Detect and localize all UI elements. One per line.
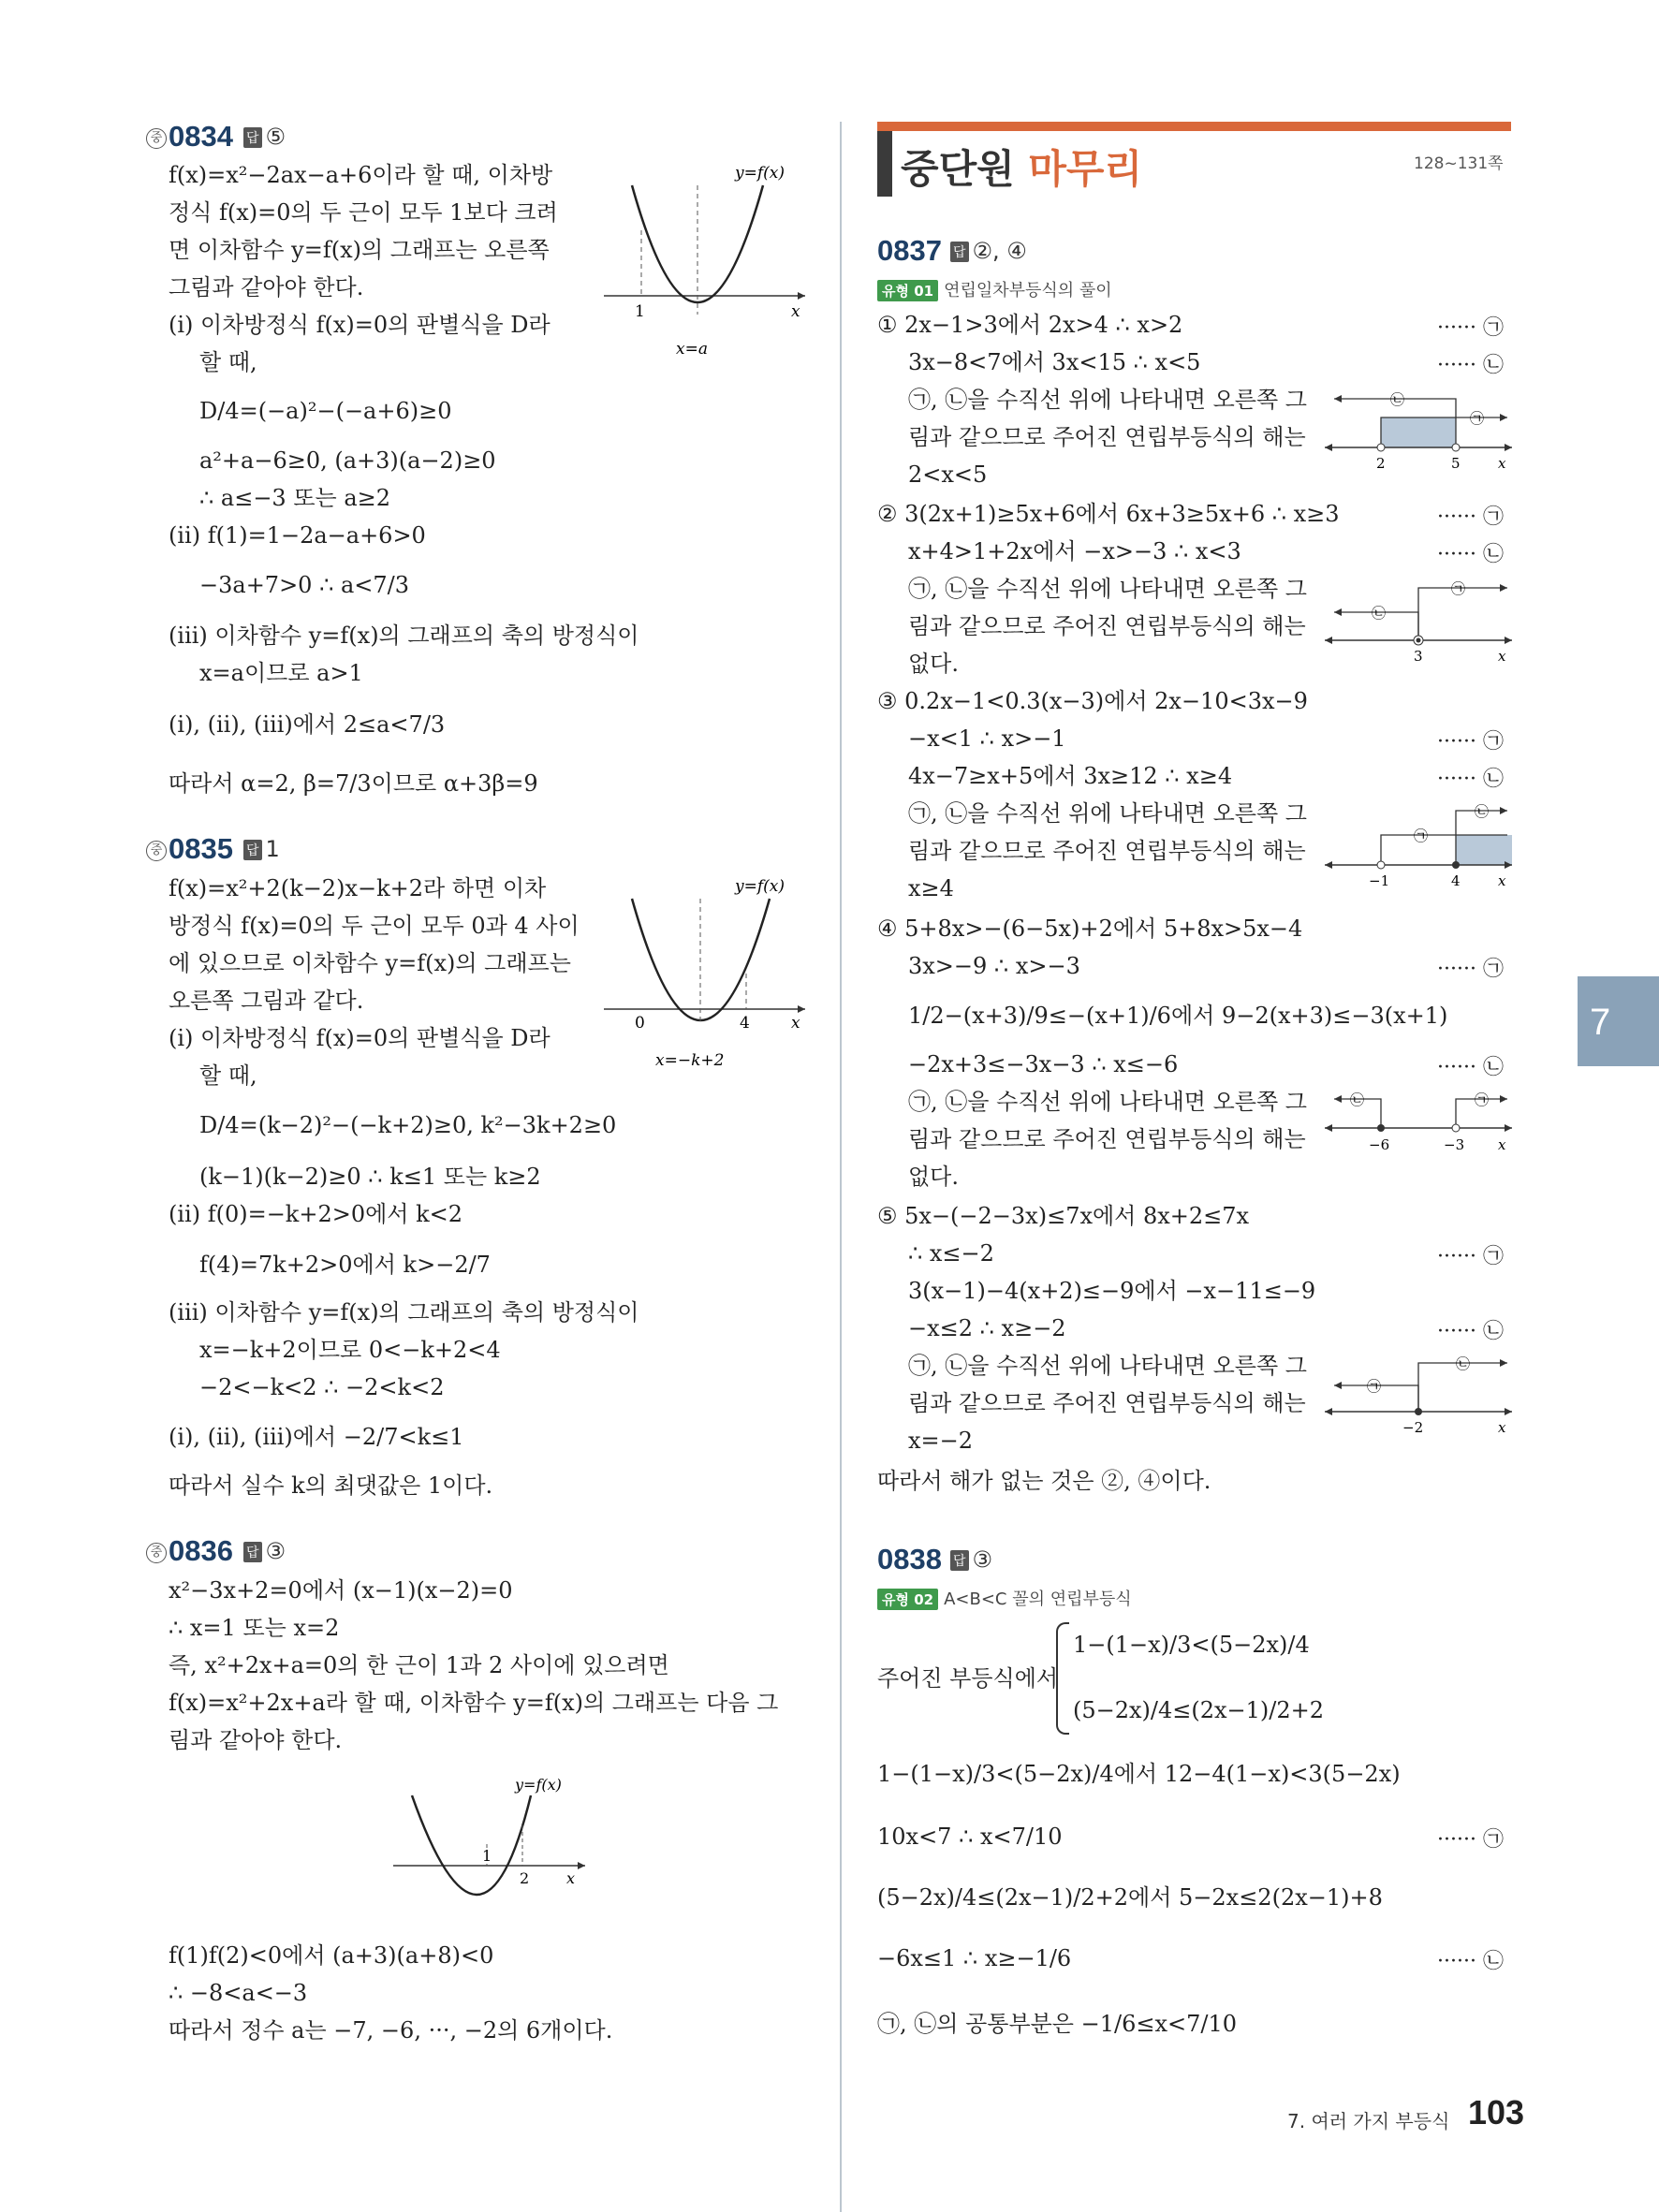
mark-1: ······ ㉠ xyxy=(1437,505,1504,529)
answer-label: 답 xyxy=(950,242,969,262)
graph-vertex-label: x=−k+2 xyxy=(655,1051,725,1070)
circ-label-2: ㉡ xyxy=(1475,803,1490,820)
graph-tick-label: 1 xyxy=(635,302,645,321)
text-line: −x≤2 ∴ x≥−2 xyxy=(908,1315,1066,1341)
header-pages: 128~131쪽 xyxy=(1414,154,1504,173)
number-line-3 xyxy=(1320,798,1517,891)
answer-value: ③ xyxy=(972,1546,993,1573)
text-line: f(x)=x²+2(k−2)x−k+2라 하면 이차 xyxy=(169,875,547,901)
text-line: a²+a−6≥0, (a+3)(a−2)≥0 xyxy=(199,447,496,474)
text-line: −2x+3≤−3x−3 ∴ x≤−6 xyxy=(908,1051,1179,1077)
text-line: ② 3(2x+1)≥5x+6에서 6x+3≥5x+6 ∴ x≥3 xyxy=(877,501,1340,527)
difficulty-badge: 중 xyxy=(146,1543,167,1563)
text-line: 따라서 실수 k의 최댓값은 1이다. xyxy=(169,1472,493,1499)
mark-1: ······ ㉠ xyxy=(1437,958,1504,981)
graph-tick-label-1: 1 xyxy=(482,1847,492,1865)
text-line: 따라서 해가 없는 것은 ②, ④이다. xyxy=(877,1468,1211,1494)
text-line: f(x)=x²−2ax−a+6이라 할 때, 이차방 xyxy=(169,162,553,188)
answer-value: ②, ④ xyxy=(972,238,1027,264)
answer-value: 1 xyxy=(265,836,280,862)
column-divider xyxy=(840,122,842,2212)
text-line: 1/2−(x+3)/9≤−(x+1)/6에서 9−2(x+3)≤−3(x+1) xyxy=(908,1003,1448,1029)
mark-2: ······ ㉡ xyxy=(1437,354,1504,377)
text-line: 림과 같으므로 주어진 연립부등식의 해는 xyxy=(908,838,1306,864)
mark-2: ······ ㉡ xyxy=(1437,1056,1504,1079)
graph-tick-label-4: 4 xyxy=(740,1014,750,1033)
text-line: 없다. xyxy=(908,651,959,677)
chapter-side-tab-label: 7 xyxy=(1590,1002,1611,1043)
text-line: 4x−7≥x+5에서 3x≥12 ∴ x≥4 xyxy=(908,763,1233,789)
mark-1: ······ ㉠ xyxy=(1437,316,1504,340)
mark-2: ······ ㉡ xyxy=(1437,1320,1504,1343)
nl-axis: x xyxy=(1498,455,1506,472)
header-title xyxy=(901,139,1142,195)
text-line: 그림과 같아야 한다. xyxy=(169,274,364,300)
text-line: ∴ x≤−2 xyxy=(908,1240,994,1267)
nl-axis: x xyxy=(1498,1419,1506,1436)
graph-0836 xyxy=(389,1769,595,1928)
text-line: (ⅱ) f(1)=1−2a−a+6>0 xyxy=(169,522,426,549)
problem-number-0838: 0838 xyxy=(877,1543,942,1575)
text-line: (ⅰ), (ⅱ), (ⅲ)에서 2≤a<7/3 xyxy=(169,711,446,738)
text-line: 10x<7 ∴ x<7/10 xyxy=(877,1824,1063,1850)
text-line: ㉠, ㉡을 수직선 위에 나타내면 오른쪽 그 xyxy=(908,800,1307,827)
circ-label-2: ㉡ xyxy=(1390,391,1405,408)
text-line: 3x−8<7에서 3x<15 ∴ x<5 xyxy=(908,349,1201,375)
nl-axis: x xyxy=(1498,1136,1506,1153)
answer-label: 답 xyxy=(243,127,262,148)
text-line: D/4=(−a)²−(−a+6)≥0 xyxy=(199,398,452,424)
nl-axis: x xyxy=(1498,648,1506,665)
text-line: 없다. xyxy=(908,1164,959,1190)
answer-0835 xyxy=(243,836,280,862)
circ-label-1: ㉠ xyxy=(1475,1091,1490,1108)
text-line: 즉, x²+2x+a=0의 한 근이 1과 2 사이에 있으려면 xyxy=(169,1652,669,1678)
text-line: ㉠, ㉡을 수직선 위에 나타내면 오른쪽 그 xyxy=(908,1089,1307,1115)
text-line: (ⅰ) 이차방정식 f(x)=0의 판별식을 D라 xyxy=(169,312,551,338)
graph-0835 xyxy=(599,871,815,1077)
graph-tick-label-0: 0 xyxy=(635,1014,645,1033)
nl-axis: x xyxy=(1498,872,1506,889)
header-title-a: 중단원 xyxy=(901,146,1015,192)
mark-2: ······ ㉡ xyxy=(1437,543,1504,566)
answer-value: ③ xyxy=(265,1538,286,1564)
graph-func-label: y=f(x) xyxy=(515,1776,562,1794)
text-line: 림과 같으므로 주어진 연립부등식의 해는 xyxy=(908,1126,1306,1152)
type-tag-0837 xyxy=(877,277,1112,301)
difficulty-badge: 중 xyxy=(146,841,167,861)
mark-1: ······ ㉠ xyxy=(1437,1245,1504,1268)
text-line: 할 때, xyxy=(199,1062,257,1089)
text-line: x²−3x+2=0에서 (x−1)(x−2)=0 xyxy=(169,1577,513,1604)
text-line: 림과 같으므로 주어진 연립부등식의 해는 xyxy=(908,1390,1306,1416)
graph-func-label: y=f(x) xyxy=(735,877,785,896)
text-line: 할 때, xyxy=(199,349,257,375)
text-line: 오른쪽 그림과 같다. xyxy=(169,988,364,1014)
text-line: 따라서 α=2, β=7/3이므로 α+3β=9 xyxy=(169,770,538,797)
text-line: (ⅰ) 이차방정식 f(x)=0의 판별식을 D라 xyxy=(169,1025,551,1051)
text-line: 3x>−9 ∴ x>−3 xyxy=(908,953,1080,979)
mark-1: ······ ㉠ xyxy=(1437,730,1504,754)
text-line: (ⅲ) 이차함수 y=f(x)의 그래프의 축의 방정식이 xyxy=(169,623,639,649)
mark-2: ······ ㉡ xyxy=(1437,1950,1504,1973)
nl-tick-a: 3 xyxy=(1414,648,1423,665)
header-bar xyxy=(877,131,892,197)
graph-axis-label: x xyxy=(566,1869,576,1887)
text-line: f(4)=7k+2>0에서 k>−2/7 xyxy=(199,1252,491,1278)
text-line: 방정식 f(x)=0의 두 근이 모두 0과 4 사이 xyxy=(169,913,580,939)
graph-tick-label-2: 2 xyxy=(520,1869,530,1887)
text-line: ∴ x=1 또는 x=2 xyxy=(169,1615,340,1641)
nl-tick-a: 2 xyxy=(1376,455,1386,472)
graph-axis-label: x xyxy=(791,302,800,321)
text-line: (5−2x)/4≤(2x−1)/2+2 xyxy=(1073,1697,1325,1723)
system-brace xyxy=(1056,1622,1069,1735)
text-line: x=−2 xyxy=(908,1428,974,1454)
text-line: ① 2x−1>3에서 2x>4 ∴ x>2 xyxy=(877,312,1183,338)
mark-1: ······ ㉠ xyxy=(1437,1828,1504,1852)
mark-2: ······ ㉡ xyxy=(1437,768,1504,791)
text-line: ∴ −8<a<−3 xyxy=(169,1980,308,2006)
text-line: 1−(1−x)/3<(5−2x)/4에서 12−4(1−x)<3(5−2x) xyxy=(877,1761,1401,1787)
problem-number-0837: 0837 xyxy=(877,234,942,267)
answer-0837 xyxy=(950,238,1027,264)
circ-label-1: ㉠ xyxy=(1470,410,1485,427)
nl-tick-a: −6 xyxy=(1369,1136,1390,1153)
header-title-b: 마무리 xyxy=(1028,146,1143,192)
text-line: ㉠, ㉡의 공통부분은 −1/6≤x<7/10 xyxy=(877,2011,1238,2037)
nl-tick-a: −1 xyxy=(1369,872,1390,889)
problem-number-0836: 0836 xyxy=(169,1534,233,1567)
problem-number-0834: 0834 xyxy=(169,120,233,153)
text-line: −3a+7>0 ∴ a<7/3 xyxy=(199,572,410,598)
problem-number-0835: 0835 xyxy=(169,832,233,865)
type-code: 유형 02 xyxy=(877,1589,938,1610)
text-line: x=a이므로 a>1 xyxy=(199,660,363,686)
text-line: ④ 5+8x>−(6−5x)+2에서 5+8x>5x−4 xyxy=(877,916,1303,942)
circ-label-2: ㉡ xyxy=(1456,1355,1471,1372)
number-line-1 xyxy=(1320,384,1517,477)
text-line: D/4=(k−2)²−(−k+2)≥0, k²−3k+2≥0 xyxy=(199,1112,617,1138)
page-number: 103 xyxy=(1468,2093,1525,2131)
text-line: 면 이차함수 y=f(x)의 그래프는 오른쪽 xyxy=(169,237,550,263)
text-line: ⑤ 5x−(−2−3x)≤7x에서 8x+2≤7x xyxy=(877,1203,1250,1229)
type-code: 유형 01 xyxy=(877,280,938,301)
text-line: ㉠, ㉡을 수직선 위에 나타내면 오른쪽 그 xyxy=(908,576,1307,602)
graph-0834 xyxy=(599,157,815,363)
graph-func-label: y=f(x) xyxy=(735,164,785,183)
circ-label-2: ㉡ xyxy=(1350,1091,1365,1108)
text-line: ㉠, ㉡을 수직선 위에 나타내면 오른쪽 그 xyxy=(908,387,1307,413)
number-line-2 xyxy=(1320,573,1517,667)
text-line: f(x)=x²+2x+a라 할 때, 이차함수 y=f(x)의 그래프는 다음 그 xyxy=(169,1690,779,1716)
text-line: 2<x<5 xyxy=(908,461,988,488)
text-line: 1−(1−x)/3<(5−2x)/4 xyxy=(1073,1632,1310,1658)
text-line: 림과 같으므로 주어진 연립부등식의 해는 xyxy=(908,424,1306,450)
text-line: 따라서 정수 a는 −7, −6, ···, −2의 6개이다. xyxy=(169,2017,613,2044)
text-line: x+4>1+2x에서 −x>−3 ∴ x<3 xyxy=(908,538,1241,564)
text-line: f(1)f(2)<0에서 (a+3)(a+8)<0 xyxy=(169,1942,494,1969)
type-text: A<B<C 꼴의 연립부등식 xyxy=(944,1589,1132,1609)
circ-label-1: ㉠ xyxy=(1367,1378,1382,1395)
answer-label: 답 xyxy=(243,1542,262,1562)
text-line: ∴ a≤−3 또는 a≥2 xyxy=(199,485,391,511)
nl-tick-b: 4 xyxy=(1451,872,1461,889)
text-line: x≥4 xyxy=(908,875,954,901)
text-line: ③ 0.2x−1<0.3(x−3)에서 2x−10<3x−9 xyxy=(877,688,1308,714)
text-line: −x<1 ∴ x>−1 xyxy=(908,725,1066,752)
text-line: 에 있으므로 이차함수 y=f(x)의 그래프는 xyxy=(169,950,571,976)
number-line-5 xyxy=(1320,1348,1517,1442)
text-line: −2<−k<2 ∴ −2<k<2 xyxy=(199,1374,445,1400)
nl-tick-a: −2 xyxy=(1402,1419,1424,1436)
text-line: 주어진 부등식에서 xyxy=(877,1665,1059,1692)
text-line: (ⅱ) f(0)=−k+2>0에서 k<2 xyxy=(169,1201,463,1227)
difficulty-badge: 중 xyxy=(146,128,167,149)
text-line: (ⅰ), (ⅱ), (ⅲ)에서 −2/7<k≤1 xyxy=(169,1424,464,1450)
graph-axis-label: x xyxy=(791,1014,800,1033)
answer-0838 xyxy=(950,1546,992,1573)
footer-chapter: 7. 여러 가지 부등식 xyxy=(1287,2110,1450,2132)
text-line: 정식 f(x)=0의 두 근이 모두 1보다 크려 xyxy=(169,199,558,226)
text-line: 3(x−1)−4(x+2)≤−9에서 −x−11≤−9 xyxy=(908,1278,1316,1304)
type-text: 연립일차부등식의 풀이 xyxy=(944,281,1112,300)
text-line: (k−1)(k−2)≥0 ∴ k≤1 또는 k≥2 xyxy=(199,1164,541,1190)
nl-tick-b: 5 xyxy=(1451,455,1461,472)
answer-label: 답 xyxy=(950,1550,969,1571)
text-line: (ⅲ) 이차함수 y=f(x)의 그래프의 축의 방정식이 xyxy=(169,1299,639,1326)
text-line: −6x≤1 ∴ x≥−1/6 xyxy=(877,1945,1072,1971)
number-line-4 xyxy=(1320,1086,1517,1179)
type-tag-0838 xyxy=(877,1586,1132,1610)
header-rule xyxy=(877,122,1511,131)
answer-value: ⑤ xyxy=(265,124,286,150)
graph-vertex-label: x=a xyxy=(676,340,708,359)
circ-label-2: ㉡ xyxy=(1372,605,1387,622)
text-line: 림과 같으므로 주어진 연립부등식의 해는 xyxy=(908,613,1306,639)
circ-label-1: ㉠ xyxy=(1451,580,1466,597)
answer-0834 xyxy=(243,124,286,150)
text-line: x=−k+2이므로 0<−k+2<4 xyxy=(199,1337,501,1363)
answer-label: 답 xyxy=(243,840,262,860)
text-line: 림과 같아야 한다. xyxy=(169,1727,343,1753)
nl-tick-b: −3 xyxy=(1444,1136,1465,1153)
circ-label-1: ㉠ xyxy=(1414,828,1429,844)
answer-0836 xyxy=(243,1538,286,1564)
text-line: ㉠, ㉡을 수직선 위에 나타내면 오른쪽 그 xyxy=(908,1353,1307,1379)
text-line: (5−2x)/4≤(2x−1)/2+2에서 5−2x≤2(2x−1)+8 xyxy=(877,1884,1383,1911)
